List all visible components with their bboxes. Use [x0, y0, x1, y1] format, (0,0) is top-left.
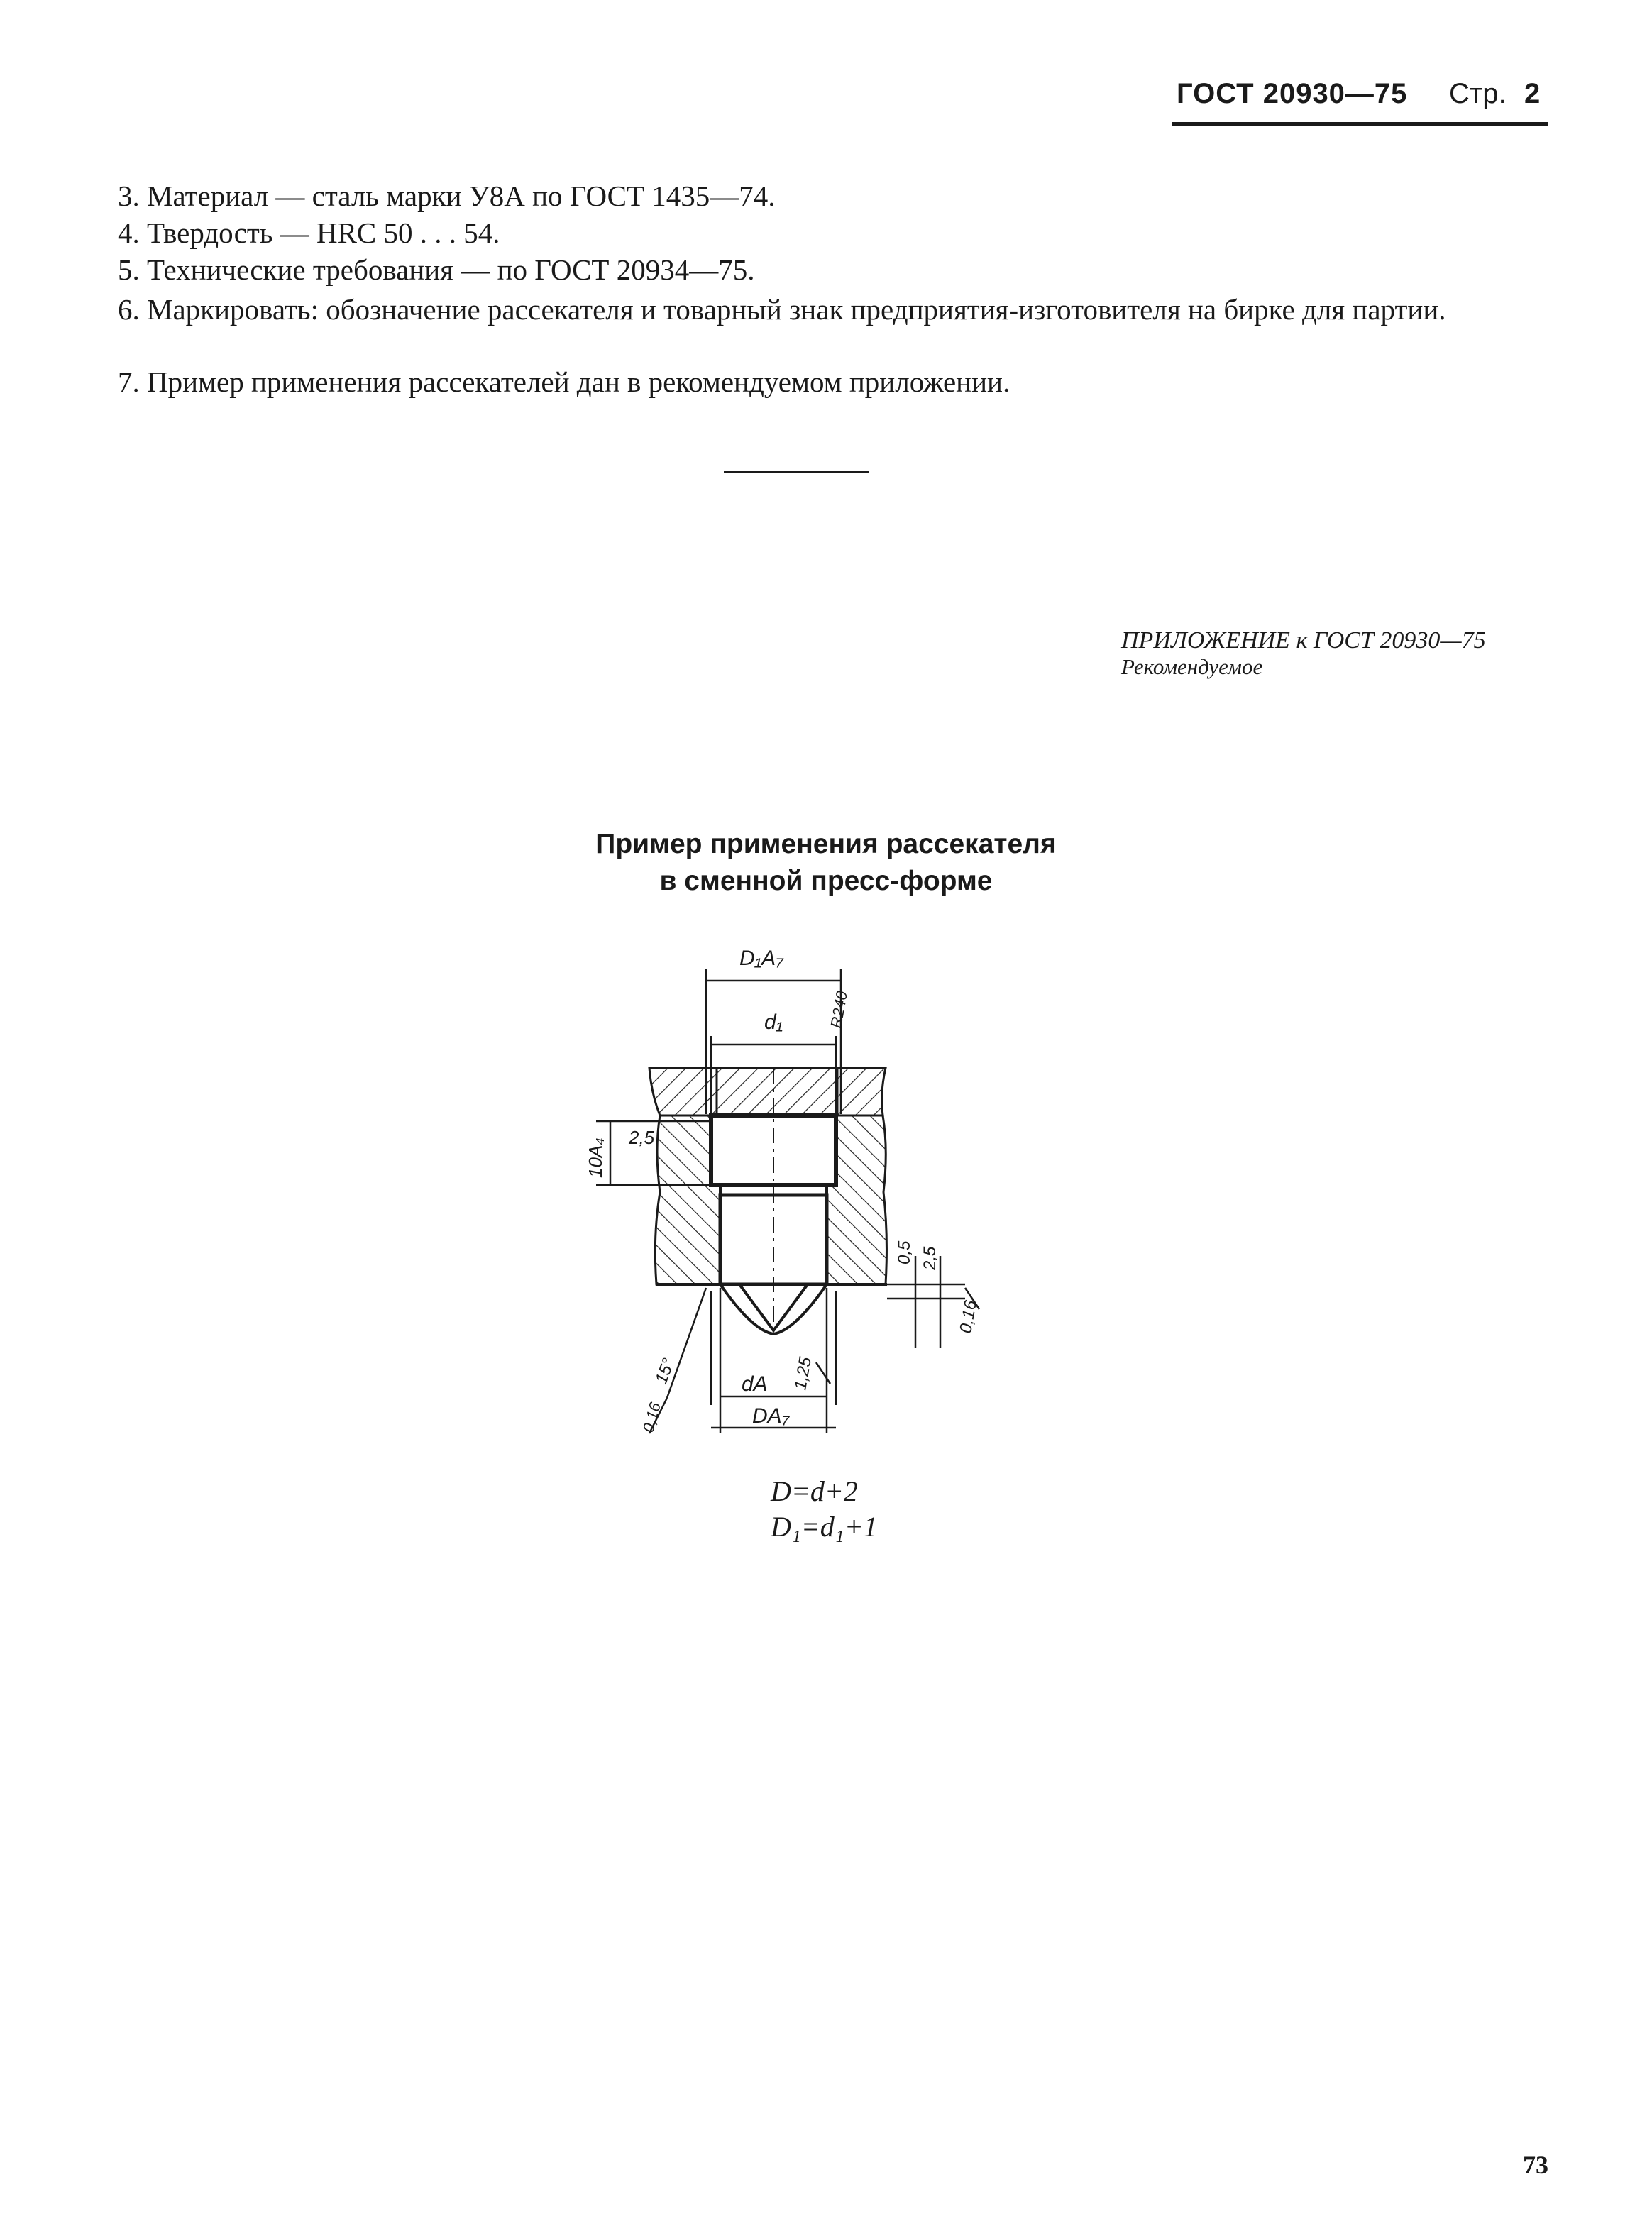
- page-number: 73: [1523, 2151, 1548, 2179]
- header-page-label: Стр.: [1449, 78, 1507, 109]
- dimension-text: [585, 947, 981, 1434]
- label-d1a7: D₁A₇: [739, 947, 783, 970]
- appendix-subtitle: Рекомендуемое: [1121, 654, 1263, 679]
- example-title-line2: в сменной пресс-форме: [659, 866, 993, 896]
- requirement-7: 7. Пример применения рассекателей дан в рекомендуемом приложении.: [118, 365, 1011, 398]
- appendix-title: ПРИЛОЖЕНИЕ к ГОСТ 20930—75: [1121, 627, 1486, 654]
- requirement-5: 5. Технические требования — по ГОСТ 20934—75.: [118, 253, 755, 286]
- label-2-5-left: 2,5: [629, 1127, 655, 1148]
- top-plate: [649, 1068, 886, 1115]
- label-0-16-left: 0,16: [639, 1400, 664, 1435]
- example-title-line1: Пример применения рассекателя: [595, 829, 1057, 859]
- label-0-5: 0,5: [895, 1240, 914, 1264]
- label-angle-15: 15°: [651, 1355, 679, 1387]
- label-0-16-right: 0,16: [956, 1299, 981, 1335]
- label-r240: R240: [827, 989, 852, 1030]
- formula-d: D=d+2: [771, 1475, 858, 1507]
- header-standard: ГОСТ 20930—75: [1177, 78, 1408, 109]
- header-rule: [1172, 122, 1548, 126]
- label-2-5-right: 2,5: [920, 1246, 940, 1270]
- label-10a4: 10A₄: [585, 1137, 606, 1178]
- label-d1: d₁: [764, 1010, 783, 1034]
- requirement-6: 6. Маркировать: обозначение рассекателя и товарный знак предприятия-изготовителя на бирке для партии.: [118, 293, 1446, 326]
- label-da: dA: [742, 1372, 768, 1396]
- formula-d1: D₁=d₁+1: [771, 1511, 878, 1543]
- label-da7: DA₇: [752, 1404, 790, 1428]
- requirement-3: 3. Материал — сталь марки У8А по ГОСТ 1435—74.: [118, 180, 776, 212]
- section-separator: [724, 471, 869, 473]
- requirement-4: 4. Твердость — HRC 50 . . . 54.: [118, 216, 500, 249]
- header-page-number: 2: [1524, 78, 1541, 109]
- press-form-drawing: [582, 937, 1064, 1476]
- label-1-25: 1,25: [791, 1355, 816, 1392]
